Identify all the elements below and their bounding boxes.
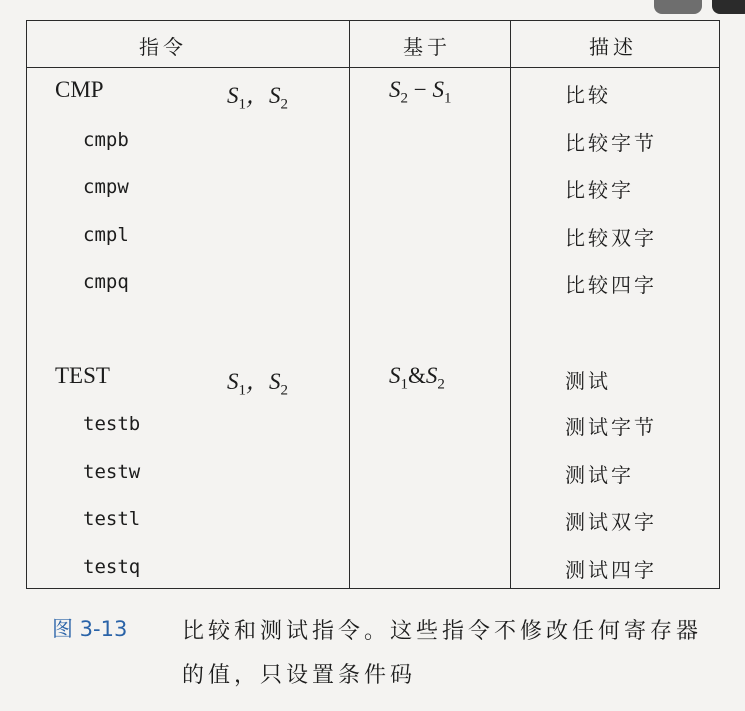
corner-overlay-button[interactable] bbox=[654, 0, 702, 14]
basis-b-sub: 2 bbox=[437, 376, 445, 393]
group-description-cmp: 比较 bbox=[565, 83, 611, 107]
header-description: 描述 bbox=[589, 35, 637, 59]
description-testq: 测试四字 bbox=[565, 558, 657, 582]
description-testb: 测试字节 bbox=[565, 415, 657, 439]
operand-a: S bbox=[227, 83, 239, 108]
description-cmpq: 比较四字 bbox=[565, 273, 657, 297]
group-name-test: TEST bbox=[55, 363, 110, 388]
figure-label: 图 3-13 bbox=[52, 617, 128, 641]
description-cmpl: 比较双字 bbox=[565, 226, 657, 250]
basis-op: & bbox=[408, 363, 426, 388]
basis-a: S bbox=[389, 363, 401, 388]
column-divider bbox=[349, 21, 350, 588]
basis-b-sub: 1 bbox=[443, 90, 452, 107]
corner-overlay-tab[interactable] bbox=[712, 0, 745, 14]
operand-a-sub: 1 bbox=[238, 96, 246, 113]
instruction-cmpb: cmpb bbox=[83, 129, 129, 151]
operand-b-sub: 2 bbox=[280, 96, 288, 113]
header-rule bbox=[27, 67, 719, 68]
description-cmpw: 比较字 bbox=[565, 178, 634, 202]
instruction-testq: testq bbox=[83, 556, 141, 578]
description-testw: 测试字 bbox=[565, 463, 634, 487]
basis-op: − bbox=[408, 77, 433, 102]
header-instruction: 指令 bbox=[139, 35, 187, 59]
instruction-cmpl: cmpl bbox=[83, 224, 129, 246]
operand-b-sub: 2 bbox=[280, 382, 288, 399]
figure-caption: 比较和测试指令。这些指令不修改任何寄存器的值，只设置条件码 bbox=[182, 619, 703, 688]
operand-sep: ， bbox=[246, 369, 269, 394]
instruction-testl: testl bbox=[83, 508, 141, 530]
instruction-cmpq: cmpq bbox=[83, 271, 129, 293]
operand-b: S bbox=[269, 369, 281, 394]
operand-sep: ， bbox=[246, 83, 269, 108]
group-basis-test bbox=[389, 363, 445, 394]
basis-a-sub: 1 bbox=[400, 376, 408, 393]
basis-b: S bbox=[432, 77, 444, 102]
description-cmpb: 比较字节 bbox=[565, 131, 657, 155]
operand-a-sub: 1 bbox=[238, 382, 246, 399]
column-divider bbox=[510, 21, 511, 588]
basis-b: S bbox=[425, 363, 438, 388]
instruction-table bbox=[26, 20, 720, 589]
basis-a-sub: 2 bbox=[400, 90, 408, 107]
basis-a: S bbox=[389, 77, 401, 102]
group-basis-cmp bbox=[389, 77, 451, 108]
instruction-testw: testw bbox=[83, 461, 141, 483]
group-operands-test bbox=[227, 363, 288, 400]
group-name-cmp: CMP bbox=[55, 77, 104, 102]
instruction-cmpw: cmpw bbox=[83, 176, 129, 198]
group-operands-cmp bbox=[227, 77, 288, 114]
group-description-test: 测试 bbox=[565, 369, 611, 393]
instruction-testb: testb bbox=[83, 413, 141, 435]
operand-a: S bbox=[227, 369, 239, 394]
header-based-on: 基于 bbox=[403, 35, 451, 59]
description-testl: 测试双字 bbox=[565, 510, 657, 534]
operand-b: S bbox=[269, 83, 281, 108]
